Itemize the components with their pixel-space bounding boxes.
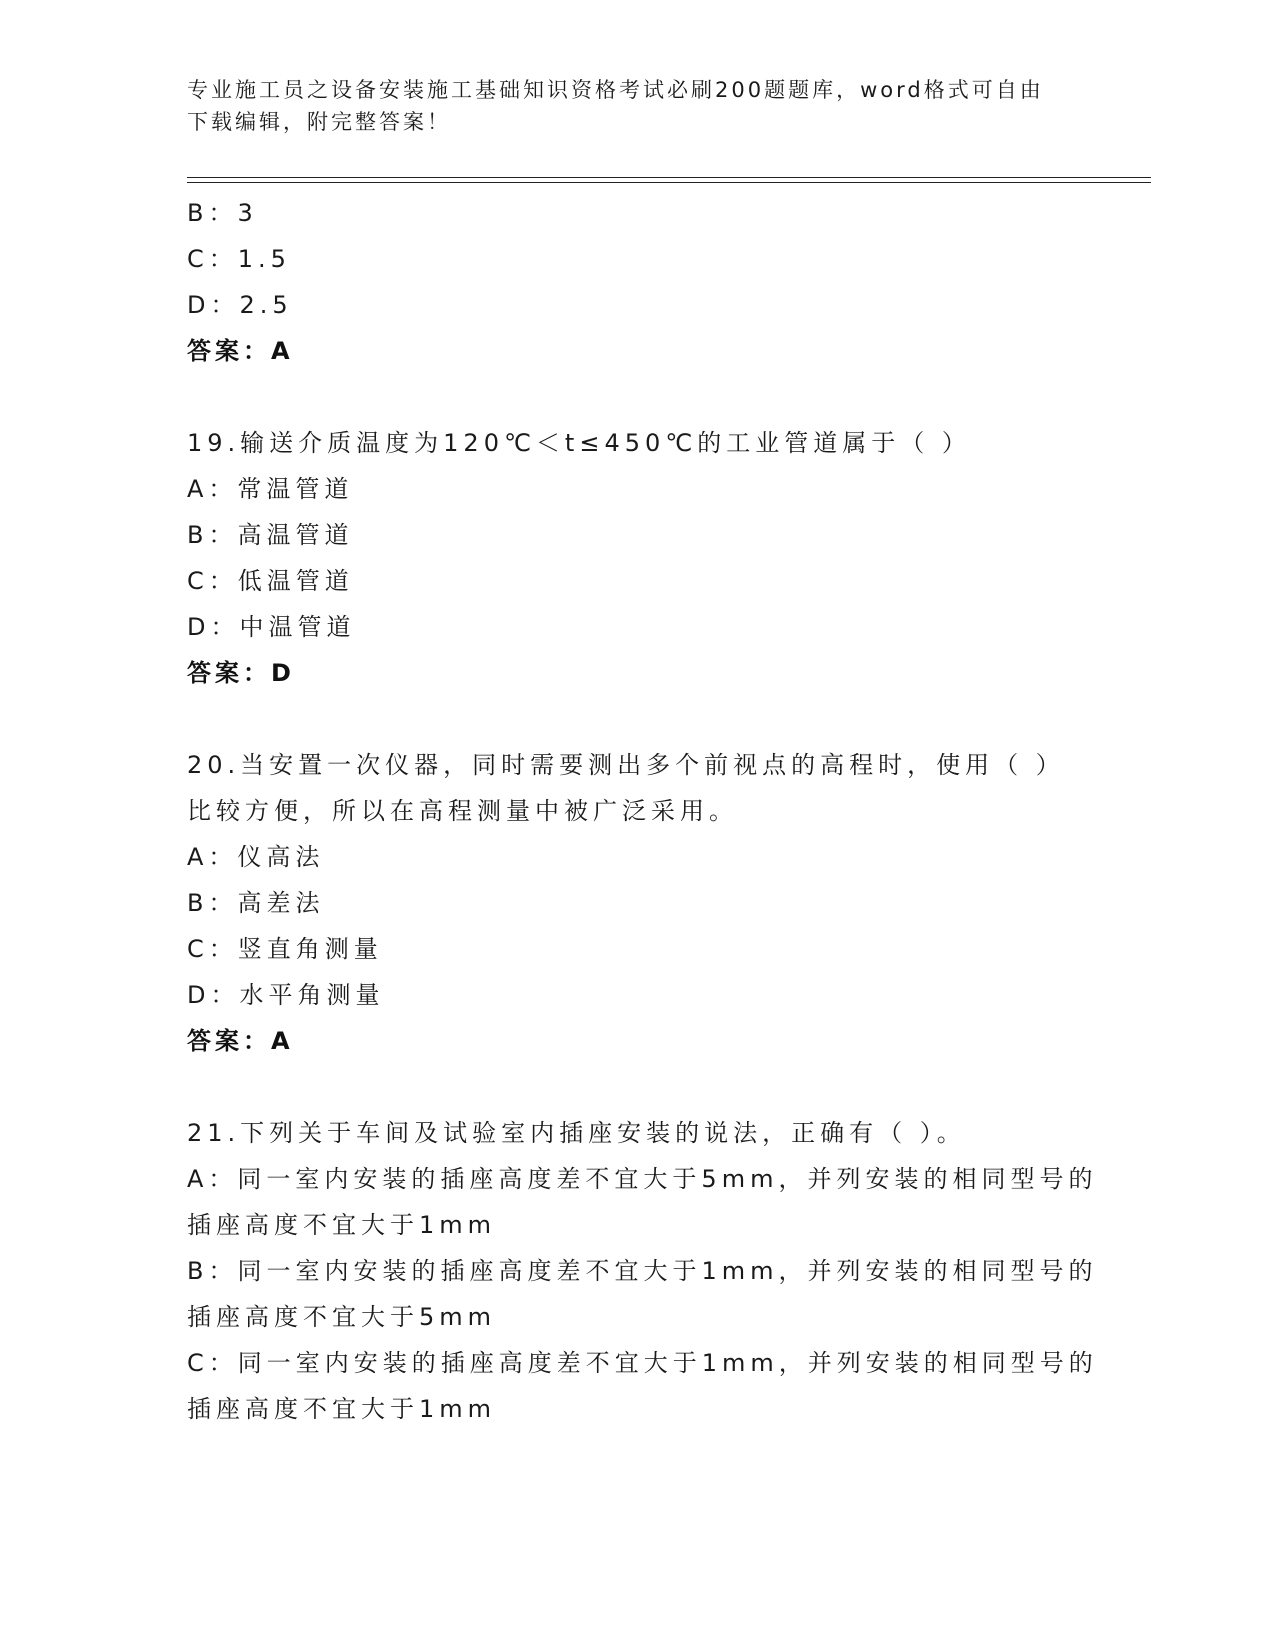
option-letter: C： — [187, 1349, 238, 1377]
option-letter: C： — [187, 245, 238, 273]
option-text: 2.5 — [239, 291, 293, 319]
q20-option-d — [187, 972, 1087, 1018]
spacer — [187, 696, 1087, 742]
option-letter: C： — [187, 935, 238, 963]
option-text: 水平角测量 — [239, 981, 385, 1009]
header-line-1: 专业施工员之设备安装施工基础知识资格考试必刷200题题库，word格式可自由 — [187, 78, 1044, 102]
q20-answer: 答案：A — [187, 1027, 294, 1055]
q19-option-b — [187, 512, 1087, 558]
option-text: 同一室内安装的插座高度差不宜大于1mm，并列安装的相同型号的 — [237, 1349, 1098, 1377]
option-text: 低温管道 — [237, 567, 354, 595]
q21-option-b-line-2: 插座高度不宜大于5mm — [187, 1303, 497, 1331]
q19-option-d — [187, 604, 1087, 650]
option-text: 同一室内安装的插座高度差不宜大于1mm，并列安装的相同型号的 — [237, 1257, 1098, 1285]
q20-stem-line-1: 20.当安置一次仪器，同时需要测出多个前视点的高程时，使用（ ） — [187, 751, 1065, 779]
option-text: 1.5 — [237, 245, 291, 273]
q21-option-c-line-2: 插座高度不宜大于1mm — [187, 1395, 497, 1423]
header-divider-top — [187, 177, 1151, 178]
document-header — [187, 74, 1067, 138]
q19-option-a — [187, 466, 1087, 512]
q19-answer: 答案：D — [187, 659, 295, 687]
q20-option-b — [187, 880, 1087, 926]
q20-option-a — [187, 834, 1087, 880]
option-letter: A： — [187, 843, 238, 871]
header-line-2: 下载编辑，附完整答案！ — [187, 110, 451, 134]
option-letter: A： — [187, 475, 238, 503]
option-letter: C： — [187, 567, 238, 595]
option-letter: D： — [187, 981, 240, 1009]
option-text: 常温管道 — [237, 475, 354, 503]
q21-option-a-line-1 — [187, 1156, 1098, 1202]
option-letter: A： — [187, 1165, 238, 1193]
option-text: 高差法 — [237, 889, 325, 917]
prev-option-c — [187, 236, 1087, 282]
option-text: 中温管道 — [239, 613, 356, 641]
q19-option-c — [187, 558, 1087, 604]
prev-answer: 答案：A — [187, 337, 294, 365]
q21-stem: 21.下列关于车间及试验室内插座安装的说法，正确有（ ）。 — [187, 1119, 966, 1147]
question-content — [187, 190, 1098, 1432]
q20-stem-line-2: 比较方便，所以在高程测量中被广泛采用。 — [187, 797, 738, 825]
q21-option-b-line-1 — [187, 1248, 1098, 1294]
option-letter: B： — [187, 199, 238, 227]
option-letter: D： — [187, 613, 240, 641]
q19-stem: 19.输送介质温度为120℃＜t≤450℃的工业管道属于（ ） — [187, 429, 971, 457]
option-text: 高温管道 — [237, 521, 354, 549]
option-text: 3 — [237, 199, 258, 227]
q21-option-a-line-2: 插座高度不宜大于1mm — [187, 1211, 497, 1239]
option-letter: D： — [187, 291, 240, 319]
option-text: 仪高法 — [237, 843, 325, 871]
spacer — [187, 1064, 1087, 1110]
option-letter: B： — [187, 889, 238, 917]
q20-option-c — [187, 926, 1087, 972]
option-letter: B： — [187, 1257, 238, 1285]
q21-option-c-line-1 — [187, 1340, 1098, 1386]
header-divider-bottom — [187, 182, 1151, 183]
option-text: 竖直角测量 — [237, 935, 383, 963]
option-letter: B： — [187, 521, 238, 549]
prev-option-b — [187, 190, 1087, 236]
prev-option-d — [187, 282, 1087, 328]
spacer — [187, 374, 1087, 420]
option-text: 同一室内安装的插座高度差不宜大于5mm，并列安装的相同型号的 — [237, 1165, 1098, 1193]
